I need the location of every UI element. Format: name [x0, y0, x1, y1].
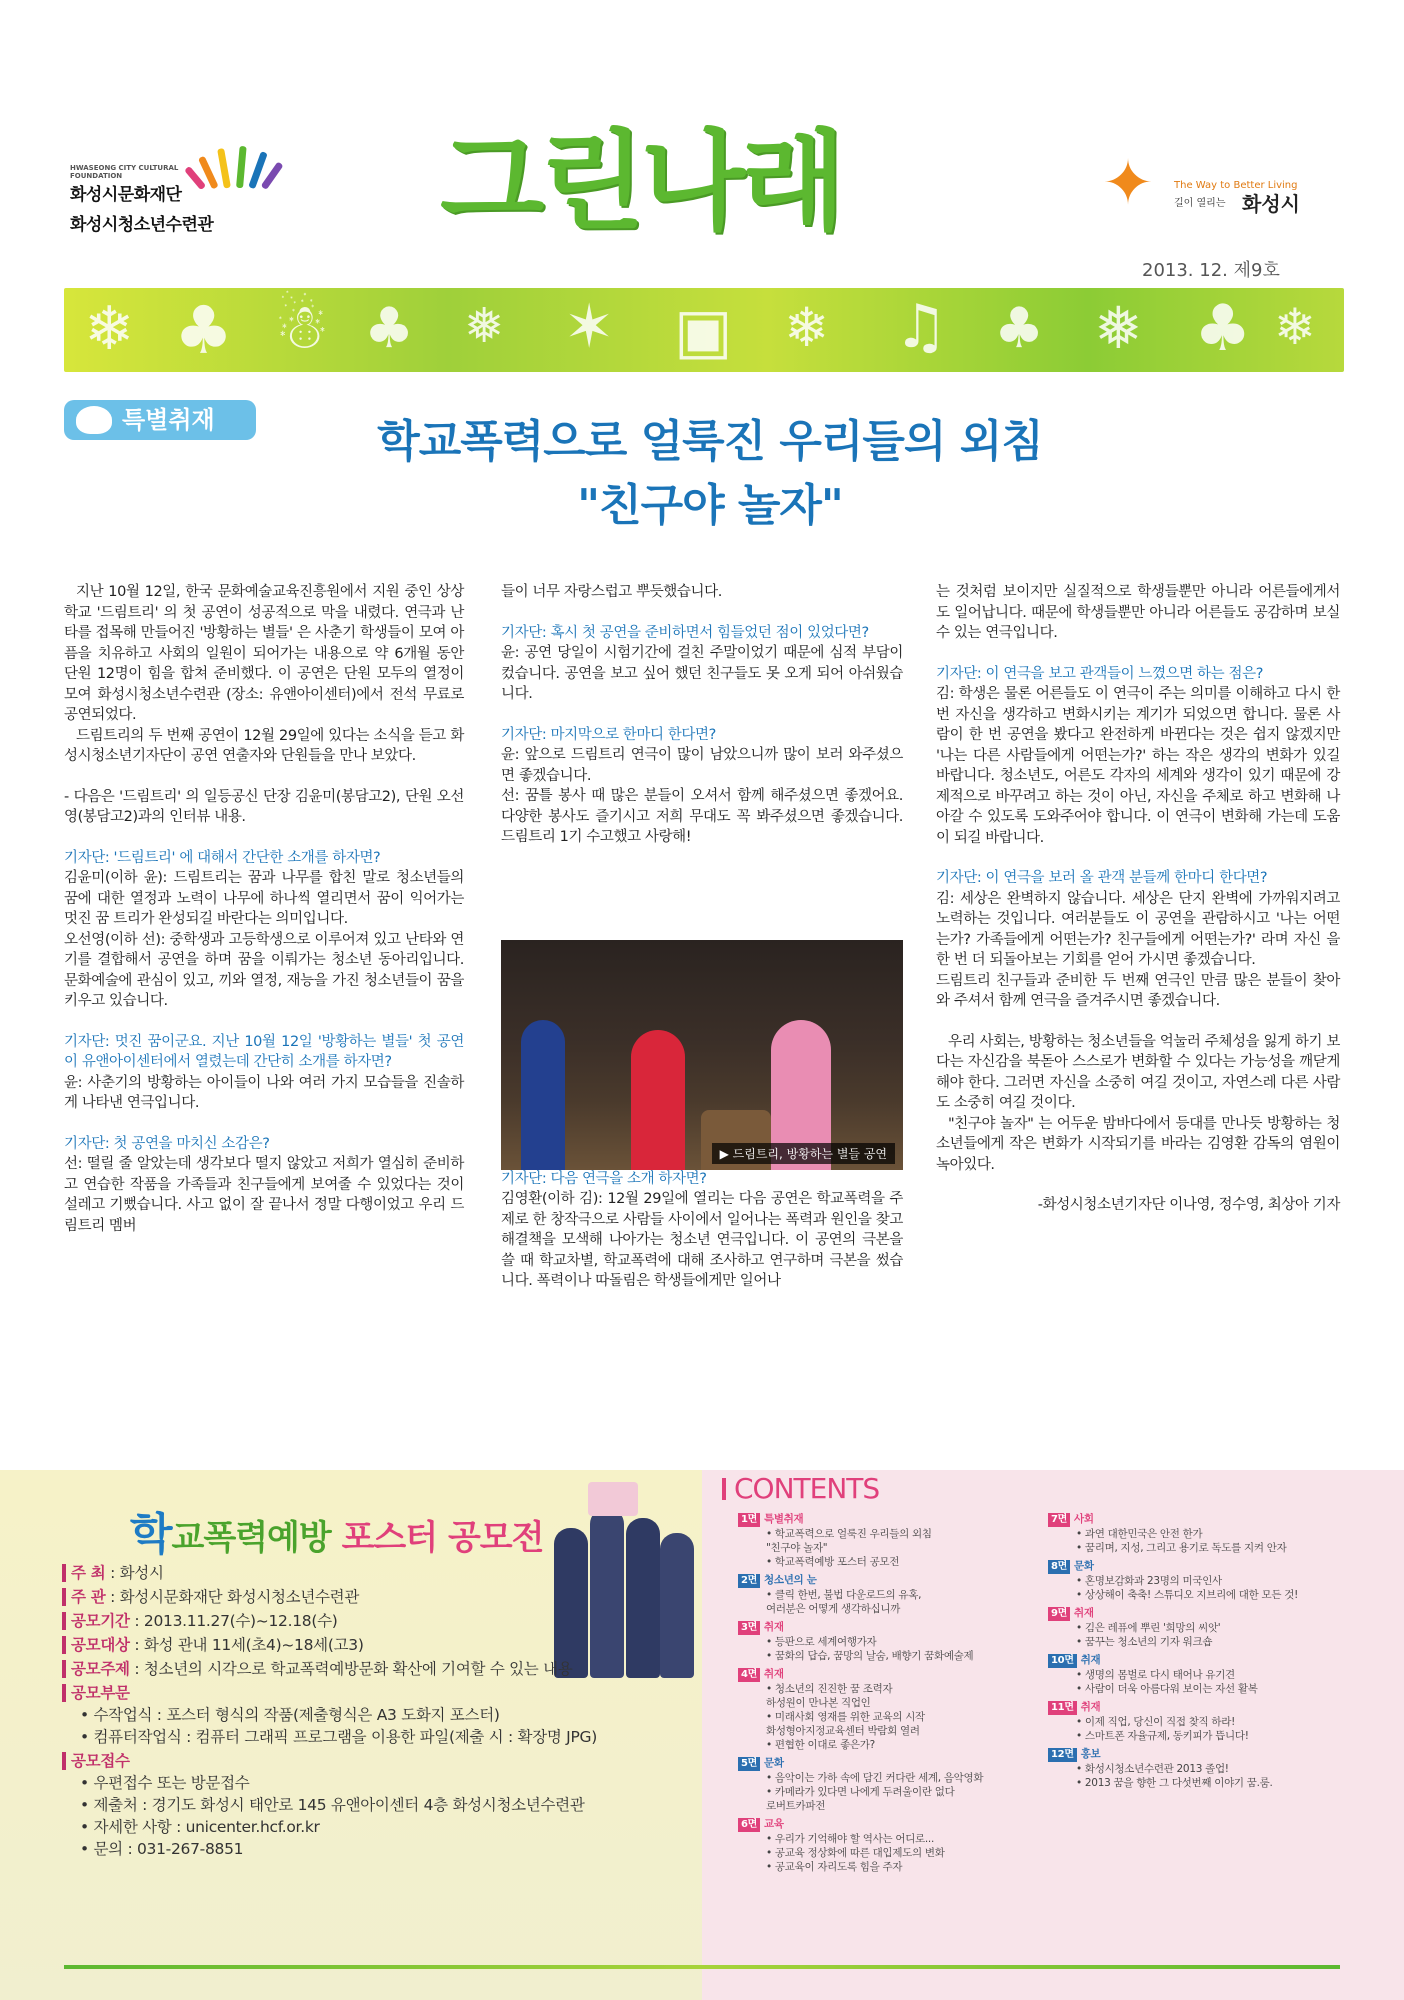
poster-contest-title: 학교폭력예방 포스터 공모전: [130, 1509, 544, 1560]
interview-question: 기자단: 이 연극을 보고 관객들이 느꼈으면 하는 점은?: [936, 665, 1263, 682]
contents-page-number: 1면: [738, 1513, 760, 1527]
snowflake-icon: ❅: [1094, 294, 1143, 362]
contents-item: 로버트카파전: [766, 1800, 826, 1812]
contents-page-number: 5면: [738, 1757, 760, 1771]
interview-answer: 윤: 공연 당일이 시험기간에 걸친 주말이었기 때문에 심적 부담이 컸습니다. 공연을 보고 싶어 했던 친구들도 못 오게 되어 아쉬웠습니다.: [501, 645, 903, 702]
interview-answer: 선: 떨릴 줄 알았는데 생각보다 떨지 않았고 저희가 열심히 준비하고 연습한 작품을 가족들과 친구들에게 보여줄 수 있었다는 것이 설레고 기뻤습니다. 사고 없이 잘 끝나서 정말 다행이었고 우리 드림트리 멤버: [64, 1156, 464, 1234]
contents-entry: [1048, 1559, 1298, 1574]
gift-icon: ▣: [674, 294, 733, 367]
contents-page-number: 12면: [1048, 1748, 1077, 1762]
paragraph: 우리 사회는, 방황하는 청소년들을 억눌러 주체성을 잃게 하기 보다는 자신감을 북돋아 스스로가 변화할 수 있다는 가능성을 깨닫게 해야 한다. 그러면 자신을 소중히 여길 것이고, 자연스레 다른 사람도 소중히 여길 것이다.: [936, 1033, 1340, 1111]
contest-submission-item: • 제출처 : 경기도 화성시 태안로 145 유앤아이센터 4층 화성시청소년수련관: [80, 1796, 585, 1814]
contents-entry: [738, 1620, 983, 1635]
student-figure: [590, 1508, 624, 1678]
contents-item: • 미래사회 영재를 위한 교육의 시작: [766, 1711, 925, 1723]
contents-section: 취재: [764, 1621, 784, 1633]
performance-photo: [501, 940, 903, 1170]
paragraph: 들이 너무 자랑스럽고 뿌듯했습니다.: [501, 584, 722, 600]
contents-page-number: 3면: [738, 1621, 760, 1635]
interview-answer: 김: 학생은 물론 어른들도 이 연극이 주는 의미를 이해하고 다시 한 번 자신을 생각하고 변화시키는 계기가 되었으면 합니다. 물론 사람이 한 번 공연을 봤다고 완전하게 바뀐다는 것은 쉽지 않겠지만 '나는 다른 사람들에게 어떤는가?' 하는 작은 생각의 변화가 있길 바랍니다. 청소년도, 어른도 각자의 세계와 생각이 있기 때문에 강제적으로 바꾸려고 하는 것이 아닌, 자신을 주체로 하고 변화해 나아갈 수 있도록 도와주어야 합니다. 이 연극이 변화해 가는데 도움이 되길 바랍니다.: [936, 686, 1340, 846]
city-name: 화성시: [1242, 192, 1300, 216]
article-byline: -화성시청소년기자단 이나영, 정수영, 최상아 기자: [1037, 1197, 1340, 1213]
tree-icon: ♣: [174, 292, 234, 369]
contest-submission-item: • 우편접수 또는 방문접수: [80, 1774, 250, 1792]
contest-host: 주 최 : 화성시: [62, 1562, 164, 1584]
contents-entry: [1048, 1512, 1298, 1527]
tree-icon: ♣: [364, 296, 415, 361]
contents-item: • 청소년의 진진한 꿈 조력자: [766, 1683, 893, 1695]
contents-item: • 스마트폰 자율규제, 동키피가 뜹니다!: [1076, 1730, 1249, 1742]
interview-question: 기자단: 이 연극을 보러 올 관객 분들께 한마디 한다면?: [936, 870, 1268, 886]
contents-item: • 학교폭력예방 포스터 공모전: [766, 1556, 900, 1568]
contents-section: 문화: [764, 1757, 784, 1769]
city-logo: [1102, 146, 1342, 230]
contents-item: • 우리가 기억해야 할 역사는 어디로...: [766, 1833, 934, 1845]
article-subheadline: "친구야 놀자": [577, 480, 843, 531]
contents-entry: [1048, 1606, 1298, 1621]
contents-section: 취재: [1074, 1607, 1094, 1619]
contest-website: • 자세한 사항 : unicenter.hcf.or.kr: [80, 1818, 320, 1836]
article-column-3: [936, 582, 1340, 1216]
paragraph: 드림트리의 두 번째 공연이 12월 29일에 있다는 소식을 듣고 화성시청소년기자단이 공연 연출자와 단원들을 만나 보았다.: [64, 727, 464, 764]
contents-page-number: 8면: [1048, 1560, 1070, 1574]
contents-item: • 과연 대한민국은 안전 한가: [1076, 1528, 1203, 1540]
article-headline: 학교폭력으로 얼룩진 우리들의 외침: [377, 416, 1043, 467]
poster-sign: [588, 1482, 638, 1516]
holiday-banner: [64, 288, 1344, 372]
contents-item: • 혼명보감화과 23명의 미국인사: [1076, 1575, 1222, 1587]
org-name-youth-center: 화성시청소년수련관: [70, 215, 214, 235]
tree-icon: ♣: [1194, 292, 1252, 366]
performer-figure: [521, 1020, 565, 1170]
contents-item: • 이제 직업, 당신이 직접 찾직 하라!: [1076, 1716, 1236, 1728]
contents-page-number: 4면: [738, 1668, 760, 1682]
interview-answer: 김: 세상은 완벽하지 않습니다. 세상은 단지 완벽에 가까워지려고 노력하는 것입니다. 여러분들도 이 공연을 관람하시고 '나는 어떤는가? 가족들에게 어떤는가? 친구들에게 어떤는가?' 라며 자신 을 한 번 더 되돌아보는 기회를 얻어 가시면 좋겠습니다.: [936, 890, 1340, 968]
contents-entry: [738, 1512, 983, 1527]
student-figure: [626, 1518, 660, 1678]
org-name-foundation: 화성시문화재단: [70, 185, 182, 205]
interview-question: 기자단: 다음 연극을 소개 하자면?: [501, 1170, 707, 1187]
contents-section: 홍보: [1080, 1748, 1101, 1760]
interview-answer: 윤: 사춘기의 방황하는 아이들이 나와 여러 가지 모습들을 진솔하게 나타낸 연극입니다.: [64, 1074, 464, 1111]
contents-item: • 꿈화의 답습, 꿈망의 날숨, 배향기 꿈화예술제: [766, 1650, 974, 1662]
star-icon: ✶: [564, 292, 615, 362]
special-report-badge: [64, 400, 256, 440]
contents-page-number: 10면: [1048, 1654, 1077, 1668]
contents-item: • 공교육이 자리도록 힘을 주자: [766, 1861, 903, 1873]
contents-entry: [738, 1817, 983, 1832]
contest-category-label: 공모부문: [62, 1682, 130, 1704]
interview-answer: 선: 꿈틀 봉사 때 많은 분들이 오셔서 함께 해주셨으면 좋겠어요. 다양한 봉사도 즐기시고 저희 무대도 꼭 봐주셨으면 좋겠습니다. 드림트리 1기 수고했고 사랑해!: [501, 788, 903, 845]
contest-submission-label: 공모접수: [62, 1750, 130, 1772]
city-tagline-korean: 길이 열리는: [1174, 198, 1226, 209]
city-star-icon: ✦: [1102, 146, 1154, 219]
contents-item: • 꿈꾸는 청소년의 기자 워크숍: [1076, 1636, 1213, 1648]
contents-page-number: 7면: [1048, 1513, 1070, 1527]
contents-entry: [738, 1667, 983, 1682]
snowflake-icon: ❄: [784, 296, 830, 359]
special-report-label: 특별취재: [122, 406, 215, 434]
contents-section: 문화: [1074, 1560, 1094, 1572]
contents-item: 여러분은 어떻게 생각하십니까: [766, 1603, 901, 1615]
contest-category-item: • 컴퓨터작업식 : 컴퓨터 그래픽 프로그램을 이용한 파일(제출 시 : 확장명 JPG): [80, 1728, 597, 1746]
contents-title: CONTENTS: [722, 1472, 879, 1505]
photo-caption: ▶ 드림트리, 방황하는 별들 공연: [712, 1143, 895, 1164]
snowflake-icon: ❄: [84, 294, 135, 364]
contents-item: • 카메라가 있다면 나에게 두려울이란 없다: [766, 1786, 955, 1798]
contents-list-right: [1048, 1512, 1298, 1790]
paragraph: "친구야 놀자" 는 어두운 밤바다에서 등대를 만나듯 방황하는 청소년들에게 작은 변화가 시작되기를 바라는 김영환 감독의 염원이 녹아있다.: [936, 1115, 1340, 1173]
contents-section: 특별취재: [764, 1513, 804, 1525]
interview-answer: 윤: 앞으로 드림트리 연극이 많이 남았으니까 많이 보러 와주셨으면 좋겠습니다.: [501, 747, 903, 784]
contents-section: 교육: [764, 1818, 784, 1830]
contents-section: 취재: [764, 1668, 784, 1680]
contest-organizer: 주 관 : 화성시문화재단 화성시청소년수련관: [62, 1586, 359, 1608]
contents-item: • 김은 레퓨에 뿌린 '희망의 씨앗': [1076, 1622, 1221, 1634]
contents-item: 하성원이 만나본 직업인: [766, 1697, 871, 1709]
contents-item: • 등판으로 세계여행가자: [766, 1636, 877, 1648]
contents-entry: [738, 1573, 983, 1588]
footer-bar: [64, 1965, 1340, 1969]
contents-item: • 꿈리며, 지성, 그리고 용기로 독도를 지켜 안자: [1076, 1542, 1287, 1554]
contents-item: • 학교폭력으로 얼룩진 우리들의 외침: [766, 1528, 932, 1540]
megaphone-icon: [76, 406, 112, 434]
interview-question: 기자단: 혹시 첫 공연을 준비하면서 힘들었던 점이 있었다면?: [501, 624, 869, 641]
contents-page-number: 9면: [1048, 1607, 1070, 1621]
interview-question: 기자단: 첫 공연을 마치신 소감은?: [64, 1135, 270, 1152]
contents-entry: [738, 1756, 983, 1771]
interview-question: 기자단: 마지막으로 한마디 한다면?: [501, 726, 716, 743]
contest-target: 공모대상 : 화성 관내 11세(초4)~18세(고3): [62, 1634, 364, 1656]
student-figure: [660, 1533, 694, 1678]
interview-answer: 오선영(이하 선): 중학생과 고등학생으로 이루어져 있고 난타와 연기를 결합해서 공연을 하며 꿈을 이뤄가는 청소년 동아리입니다. 문화예술에 관심이 있고, 끼와 열정, 재능을 가진 청소년들이 꿈을 키우고 있습니다.: [64, 931, 464, 1009]
contents-item: • 사람이 더욱 아름다워 보이는 자선 활복: [1076, 1683, 1258, 1695]
tree-icon: ♣: [994, 296, 1045, 361]
interview-answer: 김윤미(이하 윤): 드림트리는 꿈과 나무를 합친 말로 청소년들의 꿈에 대한 열정과 노력이 나무에 하나씩 열리면서 꿈이 익어가는 멋진 꿈 트리가 완성되길 바란다는 의미입니다.: [64, 870, 464, 927]
contents-item: • 편협한 이대로 좋은가?: [766, 1739, 875, 1751]
foundation-logo: [70, 128, 290, 238]
interview-question: 기자단: 멋진 꿈이군요. 지난 10월 12일 '방황하는 별들' 첫 공연이 유앤아이센터에서 열렸는데 간단히 소개를 하자면?: [64, 1033, 464, 1070]
contents-section: 청소년의 눈: [764, 1574, 817, 1586]
contents-entry: [1048, 1653, 1298, 1668]
contest-period: 공모기간 : 2013.11.27(수)~12.18(수): [62, 1610, 338, 1632]
contents-item: • 음악이는 가하 속에 담긴 커다란 세계, 음악영화: [766, 1772, 984, 1784]
contest-phone: • 문의 : 031-267-8851: [80, 1840, 244, 1858]
contents-page-number: 6면: [738, 1818, 760, 1832]
snowflake-icon: ❅: [464, 298, 505, 354]
contents-item: "친구야 놀자": [766, 1542, 828, 1554]
contents-section: 취재: [1080, 1654, 1101, 1666]
contest-theme: 공모주제 : 청소년의 시각으로 학교폭력예방문화 확산에 기여할 수 있는 내용: [62, 1658, 572, 1680]
interview-answer: 드림트리 친구들과 준비한 두 번째 연극인 만큼 많은 분들이 찾아와 주셔서 함께 연극을 즐겨주시면 좋겠습니다.: [936, 972, 1340, 1009]
contents-item: • 공교육 정상화에 따른 대입제도의 변화: [766, 1847, 945, 1859]
article-column-2: [501, 582, 903, 1292]
paragraph: 지난 10월 12일, 한국 문화예술교육진흥원에서 지원 중인 상상학교 '드림트리' 의 첫 공연이 성공적으로 막을 내렸다. 연극과 난타를 접목해 만들어진 '방황하는 별들' 은 사춘기 학생들이 모여 아픔을 치유하고 사회의 일원이 되어가는 내용으로 약 6개월 동안 단원 12명이 힘을 합쳐 준비했다. 이 공연은 단원 모두의 열정이 모여 화성시청소년수련관 (장소: 유앤아이센터)에서 전석 무료로 공연되었다.: [64, 584, 464, 723]
contents-list-left: [738, 1512, 983, 1874]
paragraph: - 다음은 '드림트리' 의 일등공신 단장 김윤미(봉담고2), 단원 오선영(봉담고2)과의 인터뷰 내용.: [64, 788, 464, 825]
student-figure: [554, 1528, 588, 1678]
bell-icon: ♫: [894, 292, 948, 362]
students-illustration: [548, 1478, 696, 1678]
contents-section: 취재: [1080, 1701, 1101, 1713]
org-english-name: HWASEONG CITY CULTURAL FOUNDATION: [70, 164, 179, 180]
snowman-icon: ☃: [274, 290, 330, 363]
contents-page-number: 2면: [738, 1574, 760, 1588]
contents-entry: [1048, 1700, 1298, 1715]
contents-item: • 2013 꿈을 향한 그 다섯번째 이야기 꿈.룸.: [1076, 1777, 1273, 1789]
contents-item: • 상상해이 축축! 스튜디오 지브리에 대한 모든 것!: [1076, 1589, 1298, 1601]
performer-figure: [631, 1030, 685, 1170]
city-tagline: The Way to Better Living: [1174, 180, 1298, 191]
contents-page-number: 11면: [1048, 1701, 1077, 1715]
snowflake-icon: ❄: [1274, 298, 1316, 356]
contents-item: • 클릭 한번, 불법 다운로드의 유혹,: [766, 1589, 922, 1601]
article-column-1: [64, 582, 464, 1454]
contents-section: 사회: [1074, 1513, 1094, 1525]
contents-entry: [1048, 1747, 1298, 1762]
newsletter-masthead: 그린나래: [440, 120, 842, 245]
issue-date: 2013. 12. 제9호: [1142, 260, 1280, 281]
paragraph: 는 것처럼 보이지만 실질적으로 학생들뿐만 아니라 어른들에게서도 일어납니다. 때문에 학생들뿐만 아니라 어른들도 공감하며 보실 수 있는 연극입니다.: [936, 584, 1340, 641]
contest-category-item: • 수작업식 : 포스터 형식의 작품(제출형식은 A3 도화지 포스터): [80, 1706, 500, 1724]
contents-item: • 생명의 몸벌로 다시 태어나 유기견: [1076, 1669, 1235, 1681]
logo-rays-icon: [190, 128, 290, 188]
interview-answer: 김영환(이하 김): 12월 29일에 열리는 다음 공연은 학교폭력을 주제로 한 창작극으로 사람들 사이에서 일어나는 폭력과 원인을 찾고 해결책을 모색해 나아가는 청소년 연극입니다. 이 공연의 극본을 쓸 때 학교차별, 학교폭력에 대해 조사하고 연구하며 극본을 썼습니다. 폭력이나 따돌림은 학생들에게만 일어나: [501, 1191, 903, 1289]
contents-item: • 화성시청소년수련관 2013 졸업!: [1076, 1763, 1229, 1775]
contents-item: 화성형아지정교육센터 박람회 열려: [766, 1725, 920, 1737]
interview-question: 기자단: '드림트리' 에 대해서 간단한 소개를 하자면?: [64, 849, 381, 866]
